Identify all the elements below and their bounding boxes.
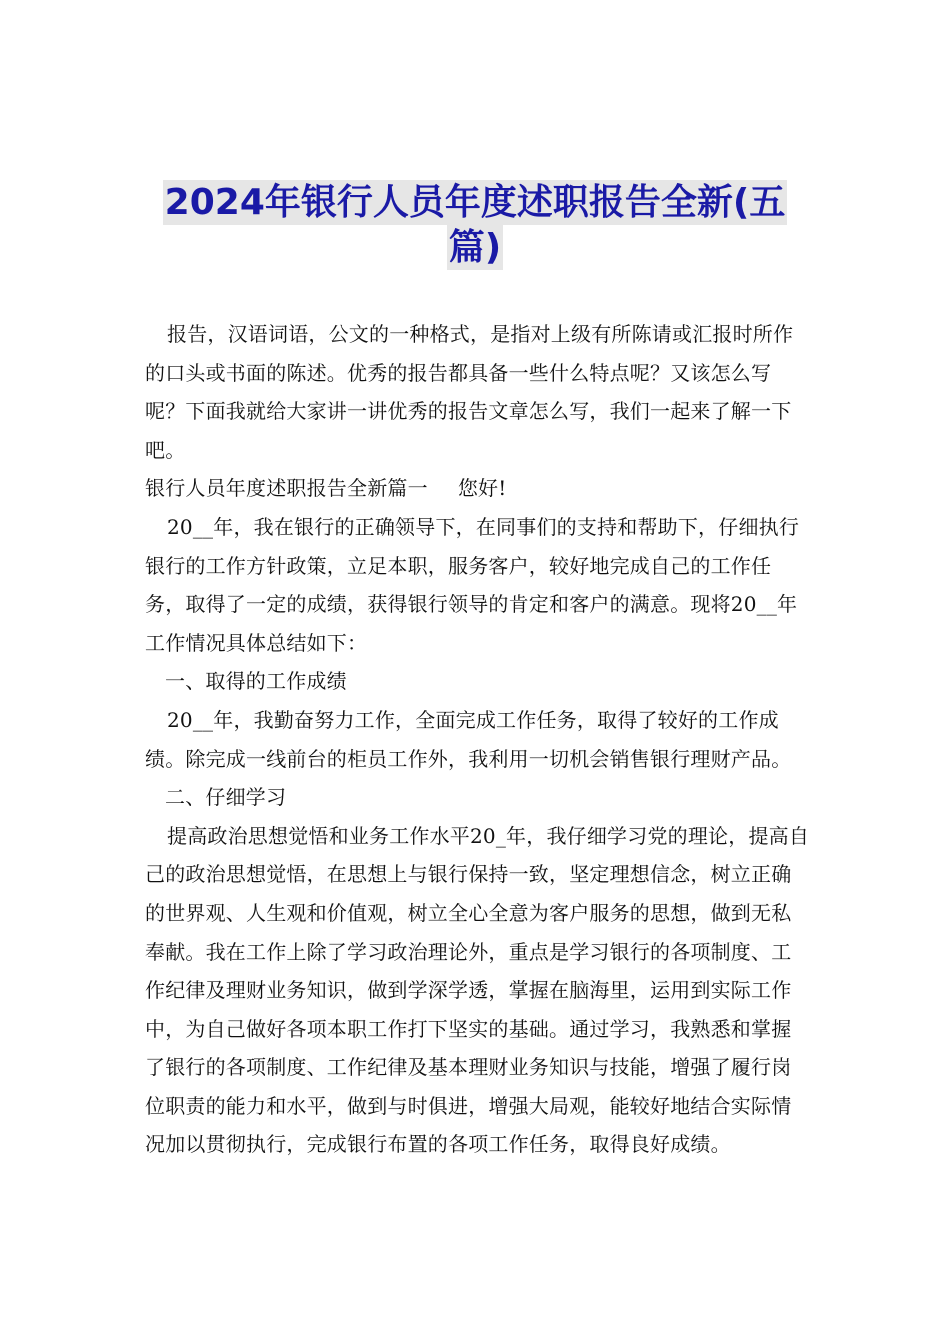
heading-study: 二、仔细学习 (165, 785, 287, 810)
document-body (145, 315, 810, 1164)
title-line-2: 篇) (448, 227, 502, 268)
paragraph-3: 提高政治思想觉悟和业务工作水平20_年，我仔细学习党的理论，提高自己的政治思想觉悟，在思想上与银行保持一致，坚定理想信念，树立正确的世界观、人生观和价值观，树立全心全意为客户服务的思想，做到无私奉献。我在工作上除了学习政治理论外，重点是学习银行的各项制度、工作纪律及理财业务知识，做到学深学透，掌握在脑海里，运用到实际工作中，为自己做好各项本职工作打下坚实的基础。通过学习，我熟悉和掌握了银行的各项制度、工作纪律及基本理财业务知识与技能，增强了履行岗位职责的能力和水平，做到与时俱进，增强大局观，能较好地结合实际情况加以贯彻执行，完成银行布置的各项工作任务，取得良好成绩。 (145, 823, 810, 1157)
paragraph-1: 20__年，我在银行的正确领导下，在同事们的支持和帮助下，仔细执行银行的工作方针政策，立足本职，服务客户，较好地完成自己的工作任务，取得了一定的成绩，获得银行领导的肯定和客户的满意。现将20__年工作情况具体总结如下： (145, 514, 800, 655)
heading-achievements: 一、取得的工作成绩 (165, 669, 347, 694)
section-title: 银行人员年度述职报告全新篇一 (145, 476, 428, 501)
intro-paragraph: 报告，汉语词语，公文的一种格式，是指对上级有所陈请或汇报时所作的口头或书面的陈述。优秀的报告都具备一些什么特点呢？又该怎么写呢？下面我就给大家讲一讲优秀的报告文章怎么写，我们一起来了解一下吧。 (145, 322, 794, 462)
document-title (140, 180, 810, 270)
paragraph-2: 20__年，我勤奋努力工作，全面完成工作任务，取得了较好的工作成绩。除完成一线前台的柜员工作外，我利用一切机会销售银行理财产品。 (145, 707, 792, 771)
title-line-1: 2024年银行人员年度述职报告全新(五 (164, 182, 786, 223)
section-line (145, 469, 810, 508)
greeting: 您好! (457, 476, 507, 501)
